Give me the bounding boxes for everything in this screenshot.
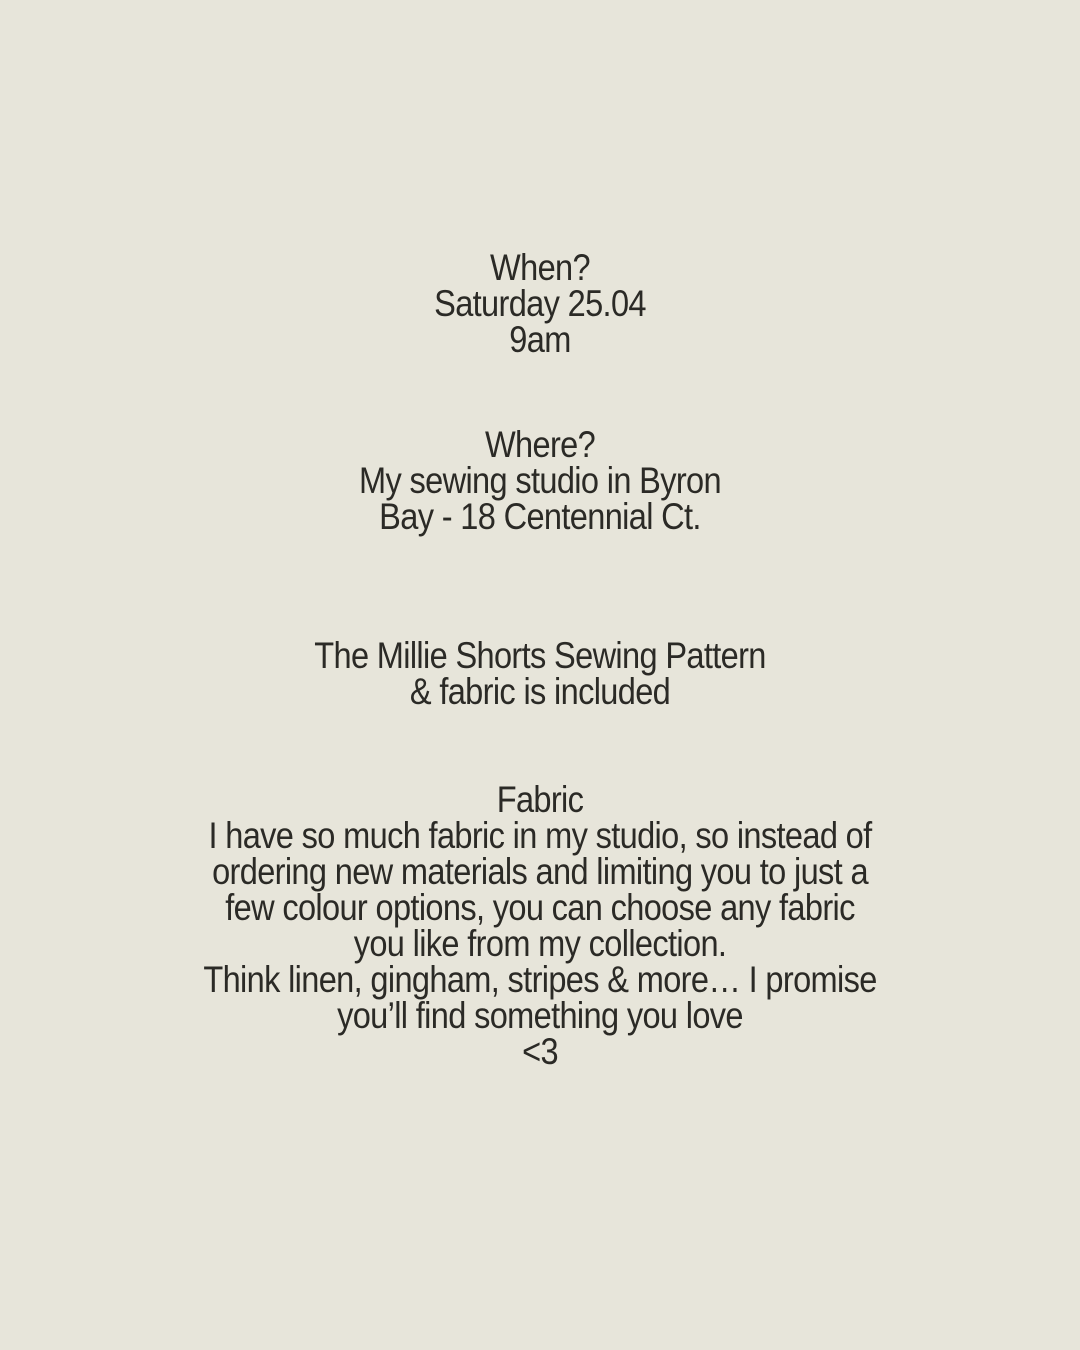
fabric-heading: Fabric <box>496 779 584 820</box>
where-heading: Where? <box>484 424 596 465</box>
pattern-note-line-2: & fabric is included <box>409 671 671 712</box>
pattern-note-line-1: The Millie Shorts Sewing Pattern <box>314 635 766 676</box>
fabric-paragraph-line-6: you’ll find something you love <box>337 995 743 1036</box>
where-address-line-2: Bay - 18 Centennial Ct. <box>379 496 701 537</box>
fabric-paragraph-line-3: few colour options, you can choose any fabric <box>225 887 855 928</box>
fabric-paragraph-line-4: you like from my collection. <box>353 923 727 964</box>
heart-emoticon: <3 <box>522 1031 558 1072</box>
fabric-paragraph-line-2: ordering new materials and limiting you to just a <box>212 851 868 892</box>
section-pattern-note <box>65 635 1015 712</box>
section-where <box>65 424 1015 537</box>
when-date: Saturday 25.04 <box>434 283 646 324</box>
fabric-paragraph-line-5: Think linen, gingham, stripes & more… I promise <box>203 959 877 1000</box>
where-address-line-1: My sewing studio in Byron <box>359 460 721 501</box>
when-heading: When? <box>490 247 590 288</box>
section-when <box>65 247 1015 360</box>
fabric-paragraph-line-1: I have so much fabric in my studio, so instead of <box>208 815 872 856</box>
when-time: 9am <box>509 319 571 360</box>
section-fabric <box>65 779 1015 1072</box>
